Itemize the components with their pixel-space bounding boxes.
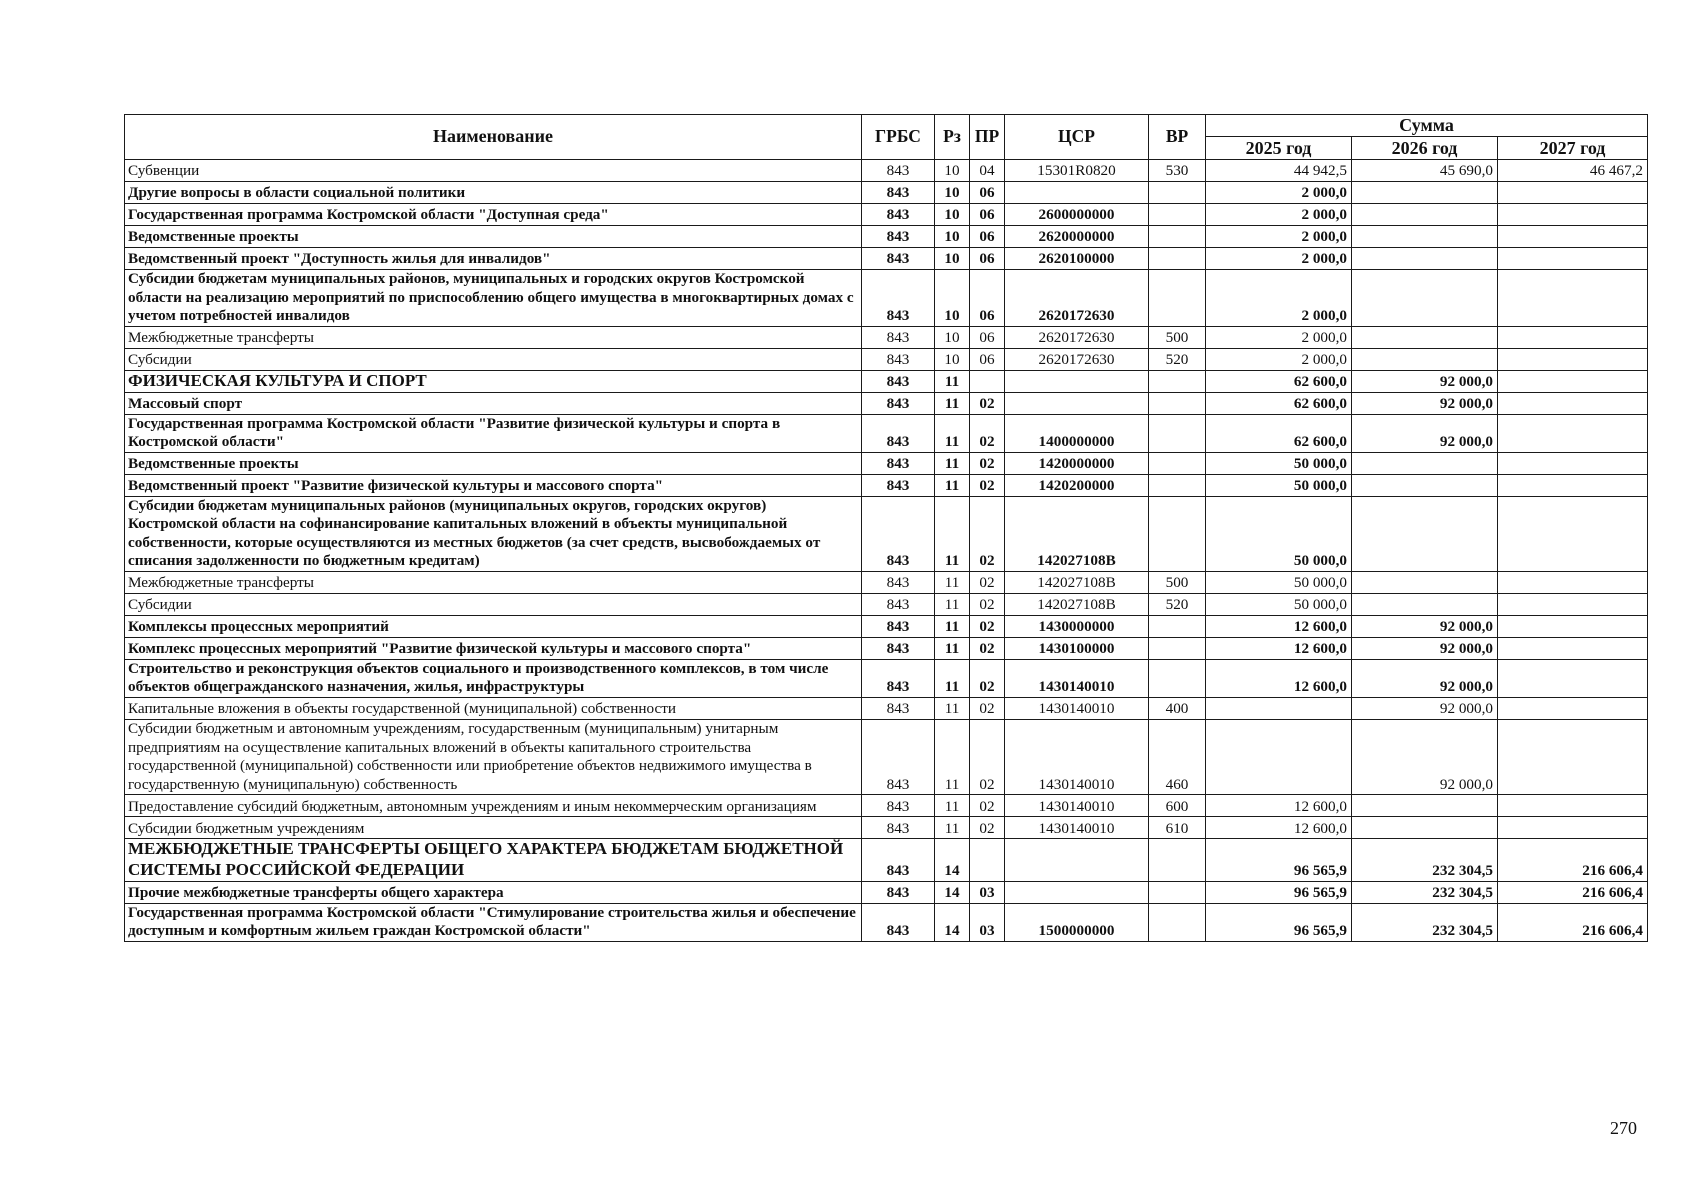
row-csr: 1420000000 — [1005, 452, 1149, 474]
header-grbs: ГРБС — [862, 115, 935, 160]
row-sum-2026: 92 000,0 — [1352, 392, 1498, 414]
row-name: Комплексы процессных мероприятий — [125, 615, 862, 637]
row-sum-2026 — [1352, 795, 1498, 817]
header-pr: ПР — [970, 115, 1005, 160]
row-pr: 02 — [970, 817, 1005, 839]
row-pr: 06 — [970, 348, 1005, 370]
row-sum-2025: 12 600,0 — [1206, 615, 1352, 637]
row-csr: 1430000000 — [1005, 615, 1149, 637]
row-vr — [1149, 496, 1206, 571]
row-vr — [1149, 392, 1206, 414]
row-name: Субсидии бюджетам муниципальных районов (муниципальных округов, городских округов) Костромской области на софинансирование капитальных вложений в объекты муниципальной собственности, которые осуществляются из местных бюджетов (за счет средств, высвобождаемых от списания задолженности по бюджетным кредитам) — [125, 496, 862, 571]
row-sum-2026 — [1352, 817, 1498, 839]
row-sum-2025: 96 565,9 — [1206, 839, 1352, 881]
row-pr: 04 — [970, 160, 1005, 182]
row-sum-2025: 12 600,0 — [1206, 637, 1352, 659]
row-sum-2027 — [1498, 248, 1648, 270]
budget-table — [124, 114, 1648, 942]
row-pr: 02 — [970, 698, 1005, 720]
row-sum-2025: 50 000,0 — [1206, 571, 1352, 593]
row-sum-2027 — [1498, 593, 1648, 615]
row-grbs: 843 — [862, 474, 935, 496]
header-sum: Сумма — [1206, 115, 1648, 137]
row-sum-2026 — [1352, 326, 1498, 348]
table-row — [125, 204, 1648, 226]
row-pr: 02 — [970, 720, 1005, 795]
row-rz: 11 — [935, 698, 970, 720]
row-csr: 2620000000 — [1005, 226, 1149, 248]
row-sum-2027 — [1498, 348, 1648, 370]
row-sum-2026 — [1352, 593, 1498, 615]
row-sum-2025: 12 600,0 — [1206, 817, 1352, 839]
row-vr — [1149, 414, 1206, 452]
row-sum-2025: 2 000,0 — [1206, 348, 1352, 370]
row-sum-2026: 45 690,0 — [1352, 160, 1498, 182]
row-sum-2025: 62 600,0 — [1206, 370, 1352, 392]
row-csr: 1400000000 — [1005, 414, 1149, 452]
row-rz: 10 — [935, 160, 970, 182]
row-csr: 1430140010 — [1005, 795, 1149, 817]
row-sum-2025: 12 600,0 — [1206, 795, 1352, 817]
row-vr — [1149, 637, 1206, 659]
row-vr — [1149, 615, 1206, 637]
row-sum-2027 — [1498, 637, 1648, 659]
row-vr — [1149, 270, 1206, 327]
row-csr — [1005, 839, 1149, 881]
row-vr: 530 — [1149, 160, 1206, 182]
row-sum-2025: 2 000,0 — [1206, 182, 1352, 204]
row-name: Ведомственный проект "Развитие физической культуры и массового спорта" — [125, 474, 862, 496]
row-grbs: 843 — [862, 817, 935, 839]
page-number: 270 — [1610, 1118, 1637, 1138]
row-vr — [1149, 903, 1206, 941]
row-vr: 500 — [1149, 326, 1206, 348]
row-sum-2026 — [1352, 496, 1498, 571]
row-pr: 03 — [970, 881, 1005, 903]
row-sum-2025: 62 600,0 — [1206, 414, 1352, 452]
row-name: Ведомственные проекты — [125, 452, 862, 474]
row-sum-2025: 44 942,5 — [1206, 160, 1352, 182]
row-rz: 10 — [935, 326, 970, 348]
table-row — [125, 637, 1648, 659]
row-vr: 520 — [1149, 348, 1206, 370]
row-grbs: 843 — [862, 452, 935, 474]
row-sum-2027 — [1498, 615, 1648, 637]
header-vr: ВР — [1149, 115, 1206, 160]
row-sum-2027: 46 467,2 — [1498, 160, 1648, 182]
table-row — [125, 248, 1648, 270]
row-name: МЕЖБЮДЖЕТНЫЕ ТРАНСФЕРТЫ ОБЩЕГО ХАРАКТЕРА БЮДЖЕТАМ БЮДЖЕТНОЙ СИСТЕМЫ РОССИЙСКОЙ ФЕДЕРАЦИИ — [125, 839, 862, 881]
row-sum-2027: 216 606,4 — [1498, 839, 1648, 881]
row-vr — [1149, 839, 1206, 881]
table-row — [125, 496, 1648, 571]
row-grbs: 843 — [862, 348, 935, 370]
row-rz: 11 — [935, 720, 970, 795]
table-row — [125, 270, 1648, 327]
row-rz: 11 — [935, 392, 970, 414]
row-vr — [1149, 370, 1206, 392]
row-sum-2026 — [1352, 226, 1498, 248]
row-sum-2026: 232 304,5 — [1352, 903, 1498, 941]
row-name: Государственная программа Костромской области "Доступная среда" — [125, 204, 862, 226]
row-rz: 11 — [935, 496, 970, 571]
row-grbs: 843 — [862, 795, 935, 817]
row-pr: 02 — [970, 496, 1005, 571]
row-csr — [1005, 392, 1149, 414]
row-rz: 10 — [935, 248, 970, 270]
row-pr — [970, 839, 1005, 881]
row-rz: 11 — [935, 474, 970, 496]
row-name: Субсидии бюджетным учреждениям — [125, 817, 862, 839]
header-2026: 2026 год — [1352, 137, 1498, 160]
row-rz: 11 — [935, 593, 970, 615]
row-vr: 500 — [1149, 571, 1206, 593]
row-vr — [1149, 659, 1206, 697]
row-csr — [1005, 881, 1149, 903]
row-sum-2025: 62 600,0 — [1206, 392, 1352, 414]
row-grbs: 843 — [862, 571, 935, 593]
table-row — [125, 571, 1648, 593]
table-row — [125, 881, 1648, 903]
row-sum-2026 — [1352, 474, 1498, 496]
row-rz: 11 — [935, 452, 970, 474]
row-name: Субвенции — [125, 160, 862, 182]
row-pr: 06 — [970, 182, 1005, 204]
row-sum-2027 — [1498, 392, 1648, 414]
row-vr — [1149, 474, 1206, 496]
table-row — [125, 720, 1648, 795]
row-name: Комплекс процессных мероприятий "Развитие физической культуры и массового спорта" — [125, 637, 862, 659]
row-rz: 11 — [935, 795, 970, 817]
row-name: Межбюджетные трансферты — [125, 326, 862, 348]
row-csr: 2620100000 — [1005, 248, 1149, 270]
row-sum-2027 — [1498, 496, 1648, 571]
row-rz: 14 — [935, 903, 970, 941]
row-grbs: 843 — [862, 593, 935, 615]
row-csr: 142027108В — [1005, 571, 1149, 593]
row-pr: 02 — [970, 571, 1005, 593]
row-name: Прочие межбюджетные трансферты общего характера — [125, 881, 862, 903]
table-row — [125, 474, 1648, 496]
row-sum-2027: 216 606,4 — [1498, 881, 1648, 903]
row-sum-2025: 96 565,9 — [1206, 881, 1352, 903]
row-grbs: 843 — [862, 720, 935, 795]
table-row — [125, 414, 1648, 452]
row-sum-2027 — [1498, 452, 1648, 474]
header-2025: 2025 год — [1206, 137, 1352, 160]
row-grbs: 843 — [862, 698, 935, 720]
row-grbs: 843 — [862, 370, 935, 392]
row-csr: 2620172630 — [1005, 326, 1149, 348]
row-sum-2025: 50 000,0 — [1206, 474, 1352, 496]
row-csr: 1430140010 — [1005, 698, 1149, 720]
row-grbs: 843 — [862, 839, 935, 881]
row-sum-2027 — [1498, 370, 1648, 392]
row-sum-2026 — [1352, 182, 1498, 204]
row-name: Субсидии — [125, 348, 862, 370]
row-sum-2026 — [1352, 452, 1498, 474]
row-rz: 10 — [935, 270, 970, 327]
header-rz: Рз — [935, 115, 970, 160]
row-csr: 15301R0820 — [1005, 160, 1149, 182]
row-grbs: 843 — [862, 637, 935, 659]
row-rz: 10 — [935, 226, 970, 248]
row-pr: 06 — [970, 204, 1005, 226]
table-row — [125, 795, 1648, 817]
table-row — [125, 160, 1648, 182]
row-vr: 400 — [1149, 698, 1206, 720]
table-row — [125, 370, 1648, 392]
row-name: Субсидии бюджетам муниципальных районов, муниципальных и городских округов Костромской области на реализацию мероприятий по приспособлению общего имущества в многоквартирных домах с учетом потребностей инвалидов — [125, 270, 862, 327]
row-name: ФИЗИЧЕСКАЯ КУЛЬТУРА И СПОРТ — [125, 370, 862, 392]
row-sum-2025: 2 000,0 — [1206, 226, 1352, 248]
row-csr: 1420200000 — [1005, 474, 1149, 496]
table-row — [125, 392, 1648, 414]
row-sum-2027 — [1498, 795, 1648, 817]
row-pr: 02 — [970, 392, 1005, 414]
row-rz: 14 — [935, 881, 970, 903]
row-name: Предоставление субсидий бюджетным, автономным учреждениям и иным некоммерческим организациям — [125, 795, 862, 817]
row-grbs: 843 — [862, 182, 935, 204]
row-pr: 02 — [970, 615, 1005, 637]
row-name: Государственная программа Костромской области "Развитие физической культуры и спорта в Костромской области" — [125, 414, 862, 452]
row-sum-2027 — [1498, 326, 1648, 348]
row-pr: 06 — [970, 226, 1005, 248]
row-rz: 11 — [935, 571, 970, 593]
row-csr: 142027108В — [1005, 593, 1149, 615]
table-row — [125, 226, 1648, 248]
row-vr — [1149, 248, 1206, 270]
row-grbs: 843 — [862, 615, 935, 637]
row-sum-2025: 50 000,0 — [1206, 452, 1352, 474]
header-csr: ЦСР — [1005, 115, 1149, 160]
row-grbs: 843 — [862, 659, 935, 697]
row-sum-2026 — [1352, 204, 1498, 226]
row-sum-2026: 232 304,5 — [1352, 839, 1498, 881]
row-sum-2026: 92 000,0 — [1352, 637, 1498, 659]
row-sum-2026 — [1352, 270, 1498, 327]
row-rz: 11 — [935, 637, 970, 659]
row-sum-2026: 92 000,0 — [1352, 659, 1498, 697]
row-vr — [1149, 226, 1206, 248]
table-row — [125, 817, 1648, 839]
table-row — [125, 698, 1648, 720]
row-rz: 10 — [935, 182, 970, 204]
table-row — [125, 839, 1648, 881]
row-grbs: 843 — [862, 204, 935, 226]
row-sum-2025 — [1206, 720, 1352, 795]
row-vr: 520 — [1149, 593, 1206, 615]
row-sum-2026: 92 000,0 — [1352, 720, 1498, 795]
row-sum-2027 — [1498, 182, 1648, 204]
header-name: Наименование — [125, 115, 862, 160]
row-sum-2027 — [1498, 720, 1648, 795]
row-sum-2026 — [1352, 571, 1498, 593]
row-name: Субсидии — [125, 593, 862, 615]
row-sum-2025: 2 000,0 — [1206, 326, 1352, 348]
row-csr — [1005, 182, 1149, 204]
row-sum-2025: 96 565,9 — [1206, 903, 1352, 941]
row-sum-2027 — [1498, 817, 1648, 839]
row-sum-2026: 92 000,0 — [1352, 698, 1498, 720]
table-row — [125, 903, 1648, 941]
row-rz: 11 — [935, 659, 970, 697]
row-csr: 1500000000 — [1005, 903, 1149, 941]
row-sum-2027 — [1498, 571, 1648, 593]
row-csr: 1430140010 — [1005, 659, 1149, 697]
row-grbs: 843 — [862, 248, 935, 270]
row-vr: 610 — [1149, 817, 1206, 839]
row-name: Строительство и реконструкция объектов социального и производственного комплексов, в том числе объектов общегражданского назначения, жилья, инфраструктуры — [125, 659, 862, 697]
row-rz: 11 — [935, 370, 970, 392]
row-grbs: 843 — [862, 326, 935, 348]
row-sum-2025: 50 000,0 — [1206, 496, 1352, 571]
row-sum-2027: 216 606,4 — [1498, 903, 1648, 941]
row-pr: 02 — [970, 452, 1005, 474]
row-csr: 142027108В — [1005, 496, 1149, 571]
row-pr: 03 — [970, 903, 1005, 941]
row-rz: 14 — [935, 839, 970, 881]
row-name: Субсидии бюджетным и автономным учреждениям, государственным (муниципальным) унитарным предприятиям на осуществление капитальных вложений в объекты капитального строительства государственной (муниципальной) собственности или приобретение объектов недвижимого имущества в государственную (муниципальную) собственность — [125, 720, 862, 795]
row-sum-2027 — [1498, 226, 1648, 248]
table-row — [125, 615, 1648, 637]
row-sum-2027 — [1498, 474, 1648, 496]
row-vr — [1149, 204, 1206, 226]
row-sum-2026: 92 000,0 — [1352, 414, 1498, 452]
row-sum-2025 — [1206, 698, 1352, 720]
table-row — [125, 326, 1648, 348]
table-row — [125, 182, 1648, 204]
row-sum-2026 — [1352, 348, 1498, 370]
table-row — [125, 452, 1648, 474]
row-sum-2026: 232 304,5 — [1352, 881, 1498, 903]
row-name: Другие вопросы в области социальной политики — [125, 182, 862, 204]
row-rz: 11 — [935, 817, 970, 839]
row-vr: 600 — [1149, 795, 1206, 817]
row-sum-2027 — [1498, 659, 1648, 697]
row-sum-2025: 2 000,0 — [1206, 204, 1352, 226]
row-grbs: 843 — [862, 226, 935, 248]
row-pr: 02 — [970, 593, 1005, 615]
row-vr — [1149, 182, 1206, 204]
row-rz: 11 — [935, 414, 970, 452]
row-pr: 02 — [970, 659, 1005, 697]
row-csr: 1430140010 — [1005, 817, 1149, 839]
row-rz: 10 — [935, 348, 970, 370]
row-csr: 2620172630 — [1005, 270, 1149, 327]
table-row — [125, 659, 1648, 697]
row-sum-2026: 92 000,0 — [1352, 370, 1498, 392]
table-body — [125, 160, 1648, 942]
row-name: Ведомственный проект "Доступность жилья для инвалидов" — [125, 248, 862, 270]
row-sum-2025: 50 000,0 — [1206, 593, 1352, 615]
row-grbs: 843 — [862, 903, 935, 941]
row-pr — [970, 370, 1005, 392]
row-sum-2027 — [1498, 204, 1648, 226]
row-vr — [1149, 881, 1206, 903]
table-row — [125, 348, 1648, 370]
row-sum-2027 — [1498, 698, 1648, 720]
row-name: Государственная программа Костромской области "Стимулирование строительства жилья и обеспечение доступным и комфортным жильем граждан Костромской области" — [125, 903, 862, 941]
row-sum-2026: 92 000,0 — [1352, 615, 1498, 637]
row-csr: 1430140010 — [1005, 720, 1149, 795]
row-sum-2025: 12 600,0 — [1206, 659, 1352, 697]
row-sum-2026 — [1352, 248, 1498, 270]
row-grbs: 843 — [862, 414, 935, 452]
row-name: Капитальные вложения в объекты государственной (муниципальной) собственности — [125, 698, 862, 720]
table-row — [125, 593, 1648, 615]
row-sum-2025: 2 000,0 — [1206, 270, 1352, 327]
row-csr: 2600000000 — [1005, 204, 1149, 226]
row-grbs: 843 — [862, 160, 935, 182]
row-name: Ведомственные проекты — [125, 226, 862, 248]
header-2027: 2027 год — [1498, 137, 1648, 160]
row-name: Межбюджетные трансферты — [125, 571, 862, 593]
row-sum-2025: 2 000,0 — [1206, 248, 1352, 270]
row-vr: 460 — [1149, 720, 1206, 795]
row-grbs: 843 — [862, 270, 935, 327]
row-grbs: 843 — [862, 881, 935, 903]
row-vr — [1149, 452, 1206, 474]
row-csr: 1430100000 — [1005, 637, 1149, 659]
row-rz: 10 — [935, 204, 970, 226]
row-csr: 2620172630 — [1005, 348, 1149, 370]
row-grbs: 843 — [862, 496, 935, 571]
row-pr: 02 — [970, 474, 1005, 496]
row-rz: 11 — [935, 615, 970, 637]
row-pr: 06 — [970, 270, 1005, 327]
row-pr: 06 — [970, 248, 1005, 270]
row-name: Массовый спорт — [125, 392, 862, 414]
row-pr: 02 — [970, 637, 1005, 659]
row-sum-2027 — [1498, 414, 1648, 452]
row-grbs: 843 — [862, 392, 935, 414]
row-pr: 02 — [970, 414, 1005, 452]
row-csr — [1005, 370, 1149, 392]
row-pr: 02 — [970, 795, 1005, 817]
row-pr: 06 — [970, 326, 1005, 348]
row-sum-2027 — [1498, 270, 1648, 327]
